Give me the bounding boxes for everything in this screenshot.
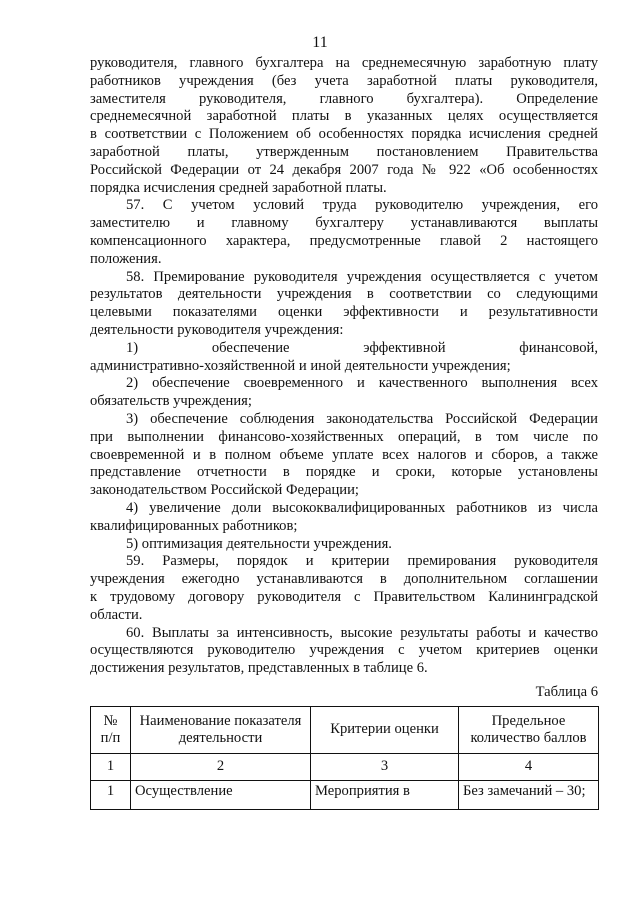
text-line: Российской Федерации от 24 декабря 2007 года № 922 «Об особенностях [90,161,598,178]
text-line: 57. С учетом условий труда руководителю учреждения, его [126,197,598,214]
text-line: деятельности руководителя учреждения: [90,321,344,338]
document-body [90,55,598,810]
text-line: заместителя руководителя, главного бухгалтера). Определение [90,90,598,107]
text-line: представление отчетности в порядке и сроки, которые установлены [90,464,598,481]
text-line: 2) обеспечение своевременного и качественного выполнения всех [126,375,598,392]
criteria-table [90,706,599,810]
header-cell-indicator: Наименование показателя деятельности [131,706,311,753]
text-line: среднемесячной заработной платы в указанных целях осуществляется [90,108,598,125]
text-line: 3) обеспечение соблюдения законодательства Российской Федерации [126,410,598,427]
table-caption: Таблица 6 [535,683,598,700]
numbering-cell: 1 [91,753,131,780]
text-line: результатов деятельности учреждения в соответствии со следующими [90,286,598,303]
text-line: области. [90,606,143,623]
text-line: 60. Выплаты за интенсивность, высокие результаты работы и качество [126,624,598,641]
text-line: обязательств учреждения; [90,393,252,410]
numbering-cell: 2 [131,753,311,780]
row-number-cell: 1 [91,780,131,809]
text-line: административно-хозяйственной и иной деятельности учреждения; [90,357,511,374]
table-header-row [91,706,599,753]
header-cell-number: № п/п [91,706,131,753]
text-line: порядка исчисления средней заработной платы. [90,179,387,196]
page-number: 11 [312,34,328,51]
text-line: положения. [90,250,162,267]
text-line: целевыми показателями оценки эффективности и результативности [90,304,598,321]
text-line: при выполнении финансово-хозяйственных операций, в том числе по [90,428,598,445]
text-line: к трудовому договору руководителя с Правительством Калининградской [90,588,598,605]
text-line: достижения результатов, представленных в таблице 6. [90,660,428,677]
numbering-cell: 4 [459,753,599,780]
text-line: работников учреждения (без учета заработной платы руководителя, [90,72,598,89]
criteria-cell: Мероприятия в [311,780,459,809]
text-line: учреждения ежегодно устанавливаются в дополнительном соглашении [90,571,598,588]
text-line: 1) обеспечение эффективной финансовой, [126,339,598,356]
text-line: 58. Премирование руководителя учреждения осуществляется с учетом [126,268,598,285]
header-cell-max-points: Предельное количество баллов [459,706,599,753]
text-line: квалифицированных работников; [90,517,298,534]
text-line: своевременной и в полном объеме уплате всех налогов и сборов, а также [90,446,598,463]
text-line: заработной платы, утвержденным постановлением Правительства [90,143,598,160]
body-text [90,55,598,678]
header-cell-criteria: Критерии оценки [311,706,459,753]
text-line: 5) оптимизация деятельности учреждения. [126,535,392,552]
text-line: осуществляются руководителю учреждения с учетом критериев оценки [90,642,598,659]
text-line: в соответствии с Положением об особенностях порядка исчисления средней [90,126,598,143]
numbering-cell: 3 [311,753,459,780]
text-line: компенсационного характера, предусмотренные главой 2 настоящего [90,232,598,249]
table-row [91,780,599,809]
text-line: руководителя, главного бухгалтера на среднемесячную заработную плату [90,55,598,71]
table-numbering-row [91,753,599,780]
indicator-cell: Осуществление [131,780,311,809]
text-line: заместителю и главному бухгалтеру устанавливаются выплаты [90,215,598,232]
text-line: 4) увеличение доли высококвалифицированных работников из числа [126,499,598,516]
text-line: 59. Размеры, порядок и критерии премирования руководителя [126,553,598,570]
points-cell: Без замечаний – 30; [459,780,599,809]
text-line: законодательством Российской Федерации; [90,482,359,499]
